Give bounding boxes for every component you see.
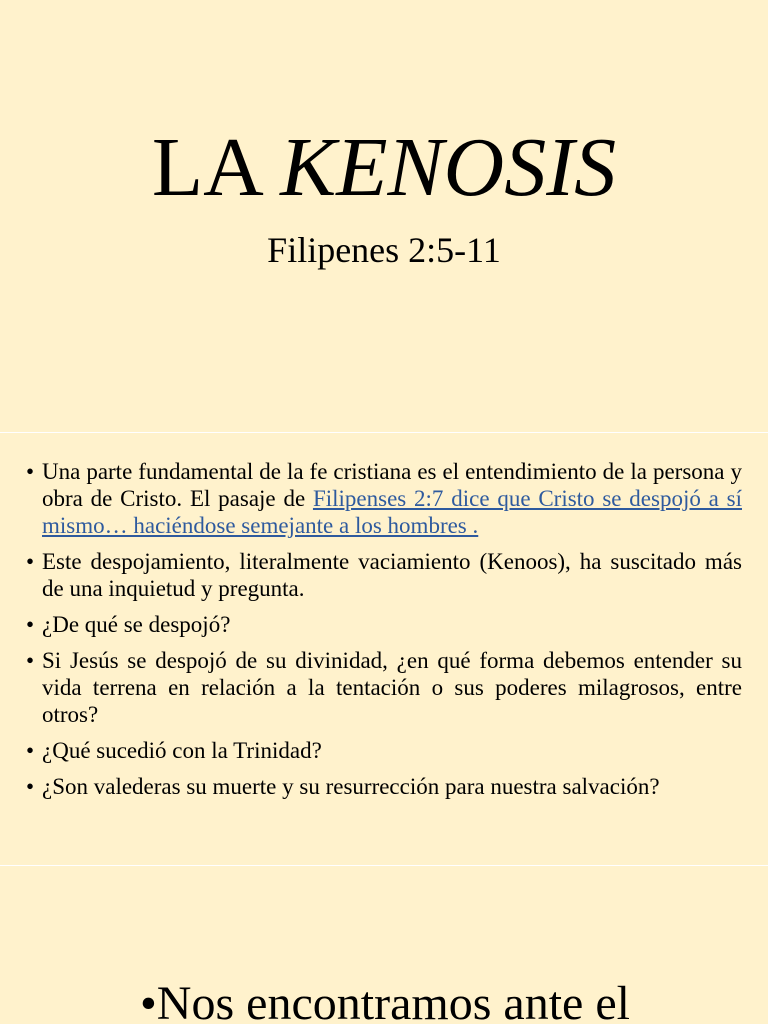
bullet-item [26,548,742,602]
bullet-dot: • [26,549,35,574]
slide-title [0,118,768,218]
bullet-text: ¿Qué sucedió con la Trinidad? [42,738,322,763]
title-slide [0,0,768,432]
bullet-item [26,647,742,728]
bullet-dot: • [26,459,35,484]
title-plain: LA [151,121,281,214]
title-italic: KENOSIS [280,121,617,214]
bullet-text: Una parte fundamental de la fe cristiana es el entendimiento de la persona y obra de Cristo. El pasaje de [42,459,742,511]
bullet-text: ¿Son valederas su muerte y su resurrección para nuestra salvación? [42,774,660,799]
bullet-list [26,458,742,809]
partial-slide [0,866,768,1024]
slide-heading-text: •Nos encontramos ante el [140,977,630,1024]
bullet-text: Este despojamiento, literalmente vaciamiento (Kenoos), ha suscitado más de una inquietud y pregunta. [42,549,742,601]
bullet-item [26,737,742,764]
bullet-item [26,458,742,539]
scripture-link[interactable]: Filipenses 2:7 dice que Cristo se despojó a sí mismo… haciéndose semejante a los hombres . [42,486,742,538]
content-slide [0,433,768,865]
bullet-dot: • [26,774,35,799]
bullet-item [26,611,742,638]
bullet-text: ¿De qué se despojó? [42,612,231,637]
slide-subtitle: Filipenes 2:5-11 [267,230,501,270]
bullet-dot: • [26,612,35,637]
bullet-dot: • [26,648,35,673]
bullet-dot: • [26,738,35,763]
bullet-text: Si Jesús se despojó de su divinidad, ¿en qué forma debemos entender su vida terrena en relación a la tentación o sus poderes milagrosos, entre otros? [42,648,742,727]
bullet-item [26,773,742,800]
